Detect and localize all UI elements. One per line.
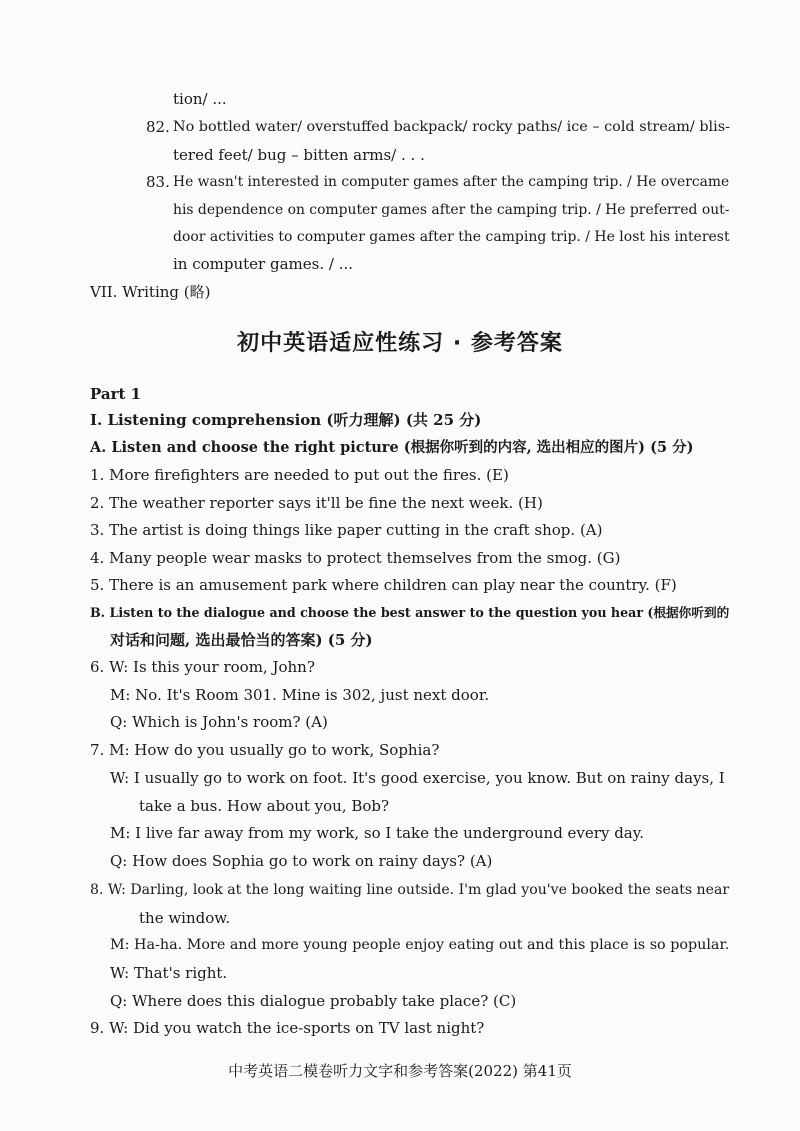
continued-answer-line: tion/ ... [173,90,227,108]
dialogue-line: take a bus. How about you, Bob? [139,797,390,815]
page-title: 初中英语适应性练习 · 参考答案 [237,331,563,356]
answer-item: 5. There is an amusement park where children can play near the country. (F) [90,576,677,594]
question-83-number: 83. [146,173,170,191]
dialogue-line: M: I live far away from my work, so I take the underground every day. [110,824,644,842]
section-heading-b-line-1: B. Listen to the dialogue and choose the best answer to the question you hear (根据你听到的 [90,605,730,620]
dialogue-question: Q: Where does this dialogue probably take place? (C) [110,992,517,1010]
dialogue-line: W: I usually go to work on foot. It's good exercise, you know. But on rainy days, I [110,769,725,787]
question-83-answer-line-1: He wasn't interested in computer games after the camping trip. / He overcame [173,174,730,190]
question-83-answer-line-2: his dependence on computer games after the camping trip. / He preferred out- [173,202,730,218]
part-heading: Part 1 [90,385,142,403]
dialogue-line: W: That's right. [110,964,228,982]
dialogue-question: Q: How does Sophia go to work on rainy days? (A) [110,852,493,870]
dialogue-line: 8. W: Darling, look at the long waiting line outside. I'm glad you've booked the seats near [90,882,730,898]
dialogue-line: 7. M: How do you usually go to work, Sophia? [90,741,440,759]
answer-item: 2. The weather reporter says it'll be fine the next week. (H) [90,494,543,512]
dialogue-line: 9. W: Did you watch the ice-sports on TV last night? [90,1019,485,1037]
page-footer: 中考英语二模卷听力文字和参考答案(2022) 第41页 [228,1062,572,1080]
question-82-answer-line-2: tered feet/ bug – bitten arms/ . . . [173,146,425,164]
dialogue-line: the window. [139,909,231,927]
answer-item: 3. The artist is doing things like paper cutting in the craft shop. (A) [90,521,603,539]
section-heading-a: A. Listen and choose the right picture (根据你听到的内容, 选出相应的图片) (5 分) [90,439,694,456]
dialogue-line: M: No. It's Room 301. Mine is 302, just next door. [110,686,490,704]
question-83-answer-line-3: door activities to computer games after the camping trip. / He lost his interest [173,229,730,245]
answer-item: 4. Many people wear masks to protect themselves from the smog. (G) [90,549,621,567]
section-heading-b-line-2: 对话和问题, 选出最恰当的答案) (5 分) [110,631,373,649]
section-heading-listening: Ⅰ. Listening comprehension (听力理解) (共 25 分) [90,411,482,429]
question-82-answer-line-1: No bottled water/ overstuffed backpack/ rocky paths/ ice – cold stream/ blis- [173,119,730,135]
answer-item: 1. More firefighters are needed to put out the fires. (E) [90,466,509,484]
question-82-number: 82. [146,118,170,136]
writing-section: VII. Writing (略) [90,283,211,301]
dialogue-line: M: Ha-ha. More and more young people enjoy eating out and this place is so popular. [110,937,730,953]
question-83-answer-line-4: in computer games. / ... [173,255,353,273]
dialogue-line: 6. W: Is this your room, John? [90,658,315,676]
dialogue-question: Q: Which is John's room? (A) [110,713,328,731]
